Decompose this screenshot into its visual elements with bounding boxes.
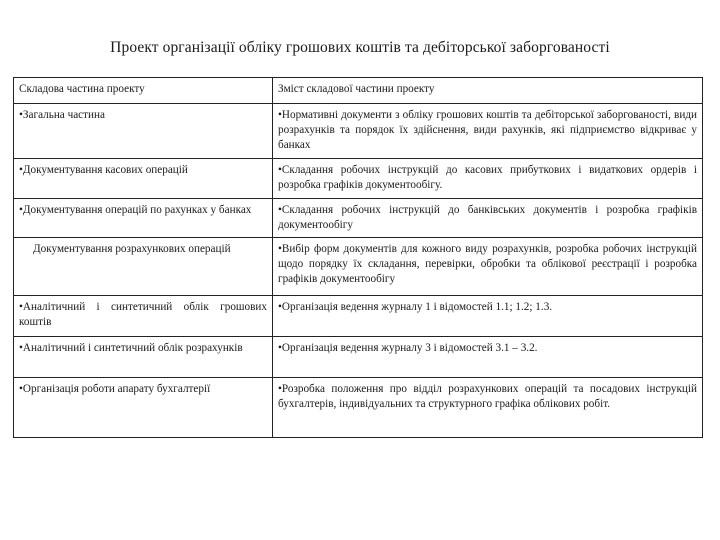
project-table [13,77,703,438]
table-row [14,159,703,199]
page-title: Проект організації обліку грошових коштів та дебіторської заборгованості [110,39,610,56]
cell-text: •Розробка положення про відділ розрахункових операцій та посадових інструкцій бухгалтерів, індивідуальних та структурного графіка облікових робіт. [278,383,697,410]
cell-text: Документування розрахункових операцій [33,243,231,255]
cell-text: •Документування касових операцій [19,164,188,176]
table-cell-content [273,337,703,378]
table-cell-content [273,378,703,438]
table-header-cell: Зміст складової частини проекту [273,78,703,104]
table-row [14,337,703,378]
cell-text: •Складання робочих інструкцій до касових прибуткових і видаткових ордерів і розробка графіків документообігу. [278,164,697,191]
table-cell-part [14,378,273,438]
table-cell-part [14,337,273,378]
cell-text: •Нормативні документи з обліку грошових коштів та дебіторської заборгованості, види розрахунків та порядок їх здійснення, види рахунків, які підприємство відкриває у банках [278,109,697,151]
table-cell-content [273,104,703,159]
table-row [14,199,703,238]
cell-text: •Аналітичний і синтетичний облік розрахунків [19,342,243,354]
table-cell-content [273,159,703,199]
table-cell-part [14,159,273,199]
cell-text: •Організація роботи апарату бухгалтерії [19,383,211,395]
table-cell-content [273,296,703,337]
cell-text: •Вибір форм документів для кожного виду розрахунків, розробка робочих інструкцій щодо порядку їх складання, перевірки, обробки та облікової реєстрації і розробка графіків документообігу [278,243,697,285]
cell-text: •Організація ведення журналу 3 і відомостей 3.1 – 3.2. [278,342,538,354]
table-cell-content [273,199,703,238]
table-cell-part [14,296,273,337]
table-header-row [14,78,703,104]
cell-text: •Документування операцій по рахунках у банках [19,204,252,216]
table-cell-part [14,104,273,159]
table-row [14,378,703,438]
table-cell-part [14,199,273,238]
table-cell-part [14,238,273,296]
cell-text: •Організація ведення журналу 1 і відомостей 1.1; 1.2; 1.3. [278,301,553,313]
table-row [14,238,703,296]
table-cell-content [273,238,703,296]
table-header-cell: Складова частина проекту [14,78,273,104]
cell-text: •Складання робочих інструкцій до банківських документів і розробка графіків документообігу [278,204,697,231]
cell-text: •Загальна частина [19,109,105,121]
cell-text: •Аналітичний і синтетичний облік грошових коштів [19,301,267,328]
table-row [14,104,703,159]
table-row [14,296,703,337]
